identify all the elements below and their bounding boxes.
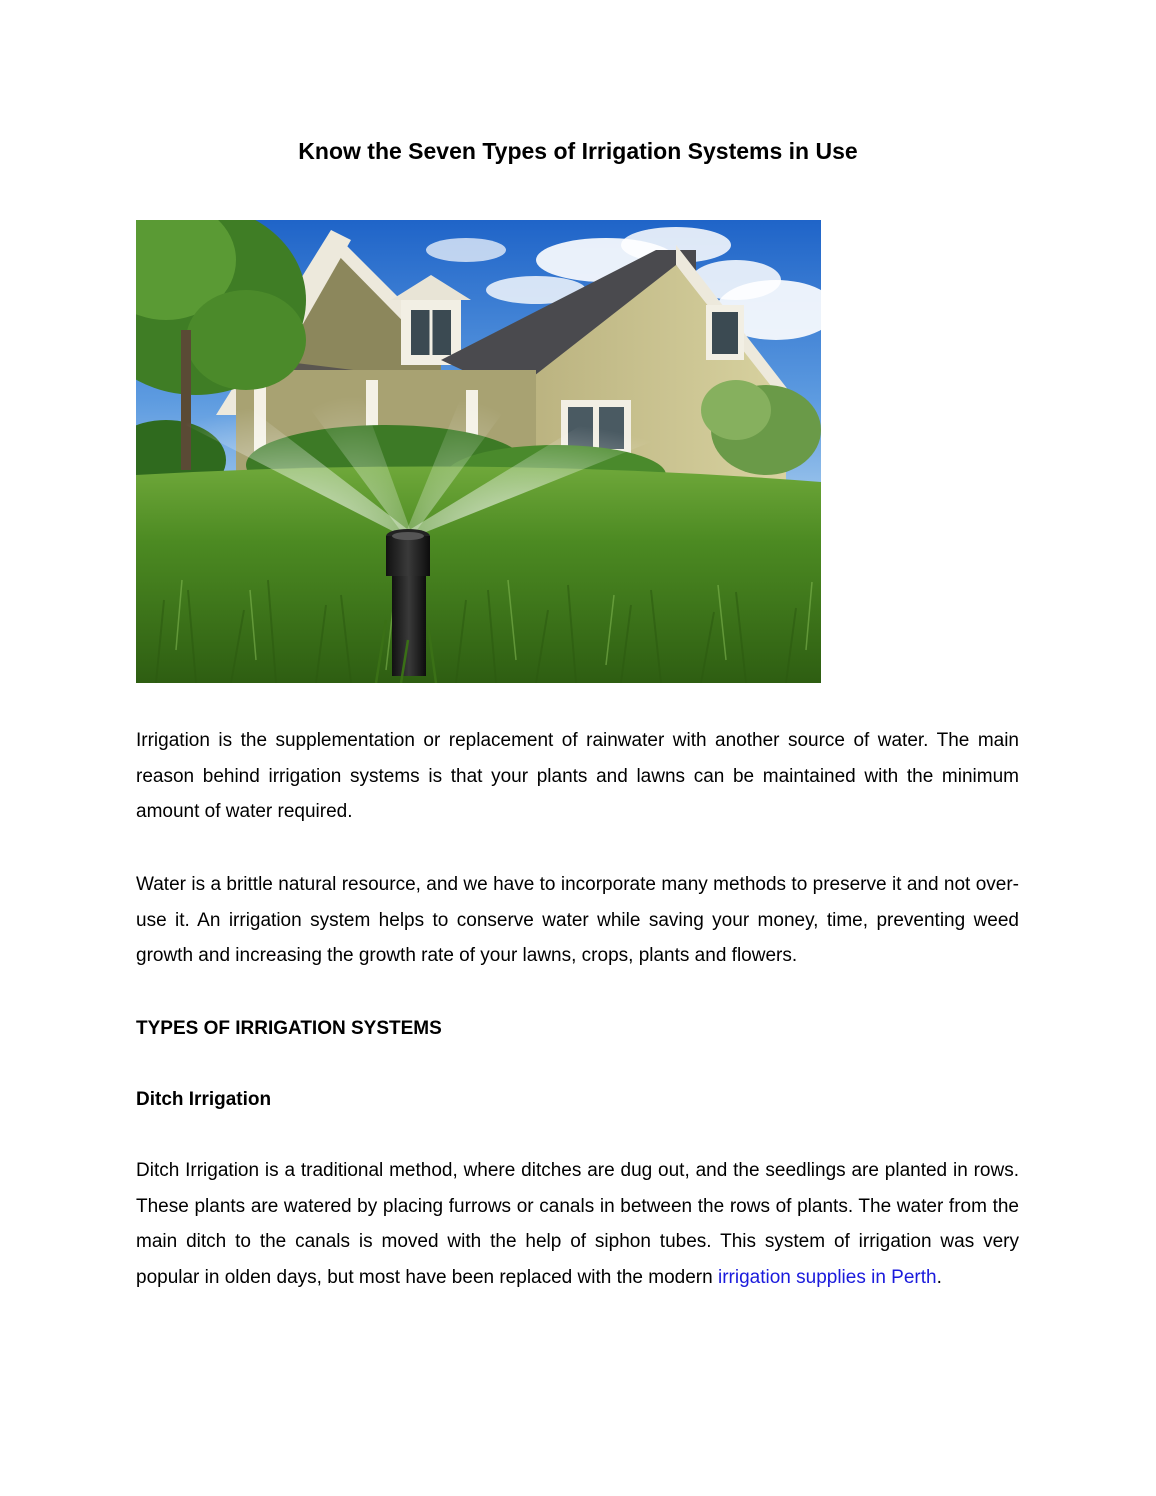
intro-paragraph: Irrigation is the supplementation or replacement of rainwater with another source of water. The main reason behind irrigation systems is that your plants and lawns can be maintained with the minimum amount of water required. <box>136 730 1019 823</box>
paragraph-end-period: . <box>936 1266 942 1288</box>
ditch-irrigation-paragraph <box>136 1153 1019 1295</box>
ditch-irrigation-text: Ditch Irrigation is a traditional method, where ditches are dug out, and the seedlings are planted in rows. These plants are watered by placing furrows or canals in between the rows of plants. The water from the main ditch to the canals is moved with the help of siphon tubes. This system of irrigation was very popular in olden days, but most have been replaced with the modern <box>136 1160 1019 1288</box>
irrigation-supplies-link[interactable]: irrigation supplies in Perth <box>717 1266 937 1288</box>
page-title: Know the Seven Types of Irrigation Systems in Use <box>298 138 858 164</box>
subsection-heading: Ditch Irrigation <box>136 1089 272 1110</box>
section-heading: TYPES OF IRRIGATION SYSTEMS <box>136 1018 442 1039</box>
intro-paragraph: Water is a brittle natural resource, and we have to incorporate many methods to preserve it and not over-use it. An irrigation system helps to conserve water while saving your money, time, preventing weed growth and increasing the growth rate of your lawns, crops, plants and flowers. <box>136 874 1019 967</box>
lawn-sprinkler-house-photo <box>136 220 821 683</box>
